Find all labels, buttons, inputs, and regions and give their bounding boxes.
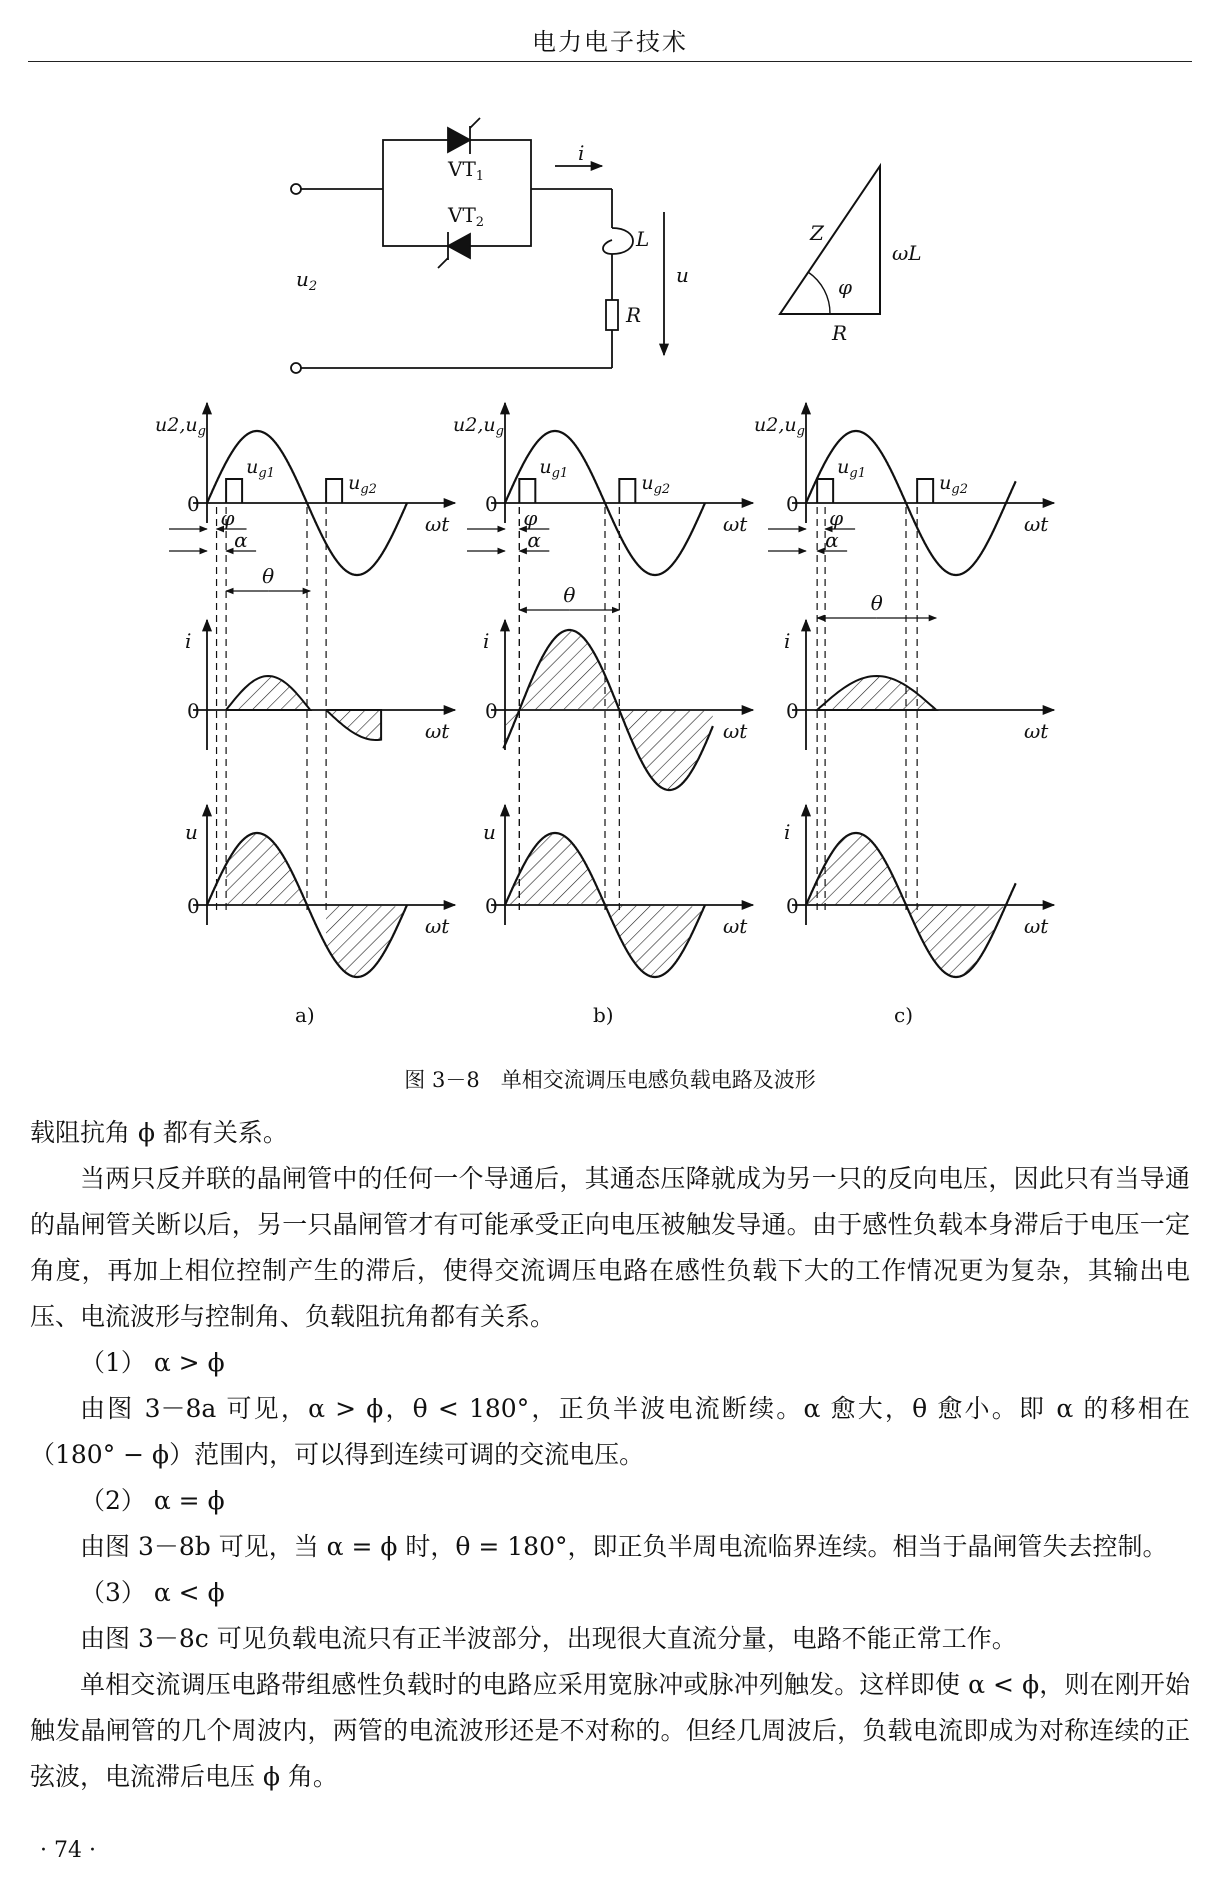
figure-caption: 图 3－8 单相交流调压电感负载电路及波形 <box>404 1068 816 1092</box>
vt1-label: $VT_1$ <box>448 157 485 184</box>
panel-2-top-zero: 0 <box>485 492 498 516</box>
thyristor-vt1 <box>448 118 480 154</box>
panel-1-gate-pulse-2 <box>326 479 342 503</box>
paragraph-5: 由图 3－8c 可见负载电流只有正半波部分，出现很大直流分量，电路不能正常工作。 <box>80 1624 1017 1653</box>
paragraph-6: 单相交流调压电路带组感性负载时的电路应采用宽脉冲或脉冲列触发。这样即使 α < ϕ，则在刚开始触发晶闸管的几个周波内，两管的电流波形还是不对称的。但经几周波后，负载电流即成为对称连续的正弦波，电流滞后电压 ϕ 角。 <box>30 1670 1190 1791</box>
panel-2-ug2-label: $u_{g2}$ <box>641 472 671 497</box>
panel-1-bot-ylabel: u <box>185 820 198 844</box>
panel-2-label: b) <box>593 1003 614 1027</box>
body-text <box>30 1110 1190 1800</box>
panel-1-top-xlabel: ωt <box>425 512 450 536</box>
triangle-angle-label: φ <box>838 275 853 299</box>
panel-1-mid-zero: 0 <box>187 699 200 723</box>
panel-2-current-neg <box>619 710 713 790</box>
panel-2-phi-label: φ <box>523 506 538 530</box>
panel-2-alpha-label: α <box>527 528 541 552</box>
panel-1-label: a) <box>295 1003 315 1027</box>
panel-1-ug2-label: $u_{g2}$ <box>348 472 377 497</box>
panel-1-mid-xlabel: ωt <box>425 719 450 743</box>
current-label: i <box>578 141 585 165</box>
panel-1-current-neg <box>326 710 381 740</box>
panel-2 <box>467 403 753 977</box>
panel-2-mid-xlabel: ωt <box>723 719 748 743</box>
triangle-vert-label: ωL <box>892 241 922 265</box>
panel-1-bot-xlabel: ωt <box>425 914 450 938</box>
panel-1-bot-zero: 0 <box>187 894 200 918</box>
running-header: 电力电子技术 <box>532 28 688 56</box>
antiparallel-box <box>383 140 531 246</box>
panel-3-ug2-label: $u_{g2}$ <box>939 472 968 497</box>
panel-2-theta-label: θ <box>563 583 576 607</box>
panel-2-mid-ylabel: i <box>483 629 490 653</box>
panel-1-current-pos <box>226 676 310 710</box>
panel-2-top-ylabel: $u2,u_g$ <box>453 414 504 439</box>
panel-2-bot-ylabel: u <box>483 820 496 844</box>
paragraph-1: 载阻抗角 ϕ 都有关系。 <box>30 1118 288 1147</box>
panel-3-bot-ylabel: i <box>784 820 791 844</box>
panel-3-mid-xlabel: ωt <box>1024 719 1049 743</box>
case-heading-3: （3） α < ϕ <box>80 1578 225 1607</box>
paragraph-2: 当两只反并联的晶闸管中的任何一个导通后，其通态压降就成为另一只的反向电压，因此只有当导通的晶闸管关断以后，另一只晶闸管才有可能承受正向电压被触发导通。由于感性负载本身滞后于电压一定角度，再加上相位控制产生的滞后，使得交流调压电路在感性负载下大的工作情况更为复杂，其输出电压、电流波形与控制角、负载阻抗角都有关系。 <box>30 1164 1190 1331</box>
panel-3-top-ylabel: $u2,u_g$ <box>754 414 805 439</box>
panel-3-phi-label: φ <box>829 506 844 530</box>
panel-3-gate-pulse-1 <box>817 479 833 503</box>
case-heading-1: （1） α > ϕ <box>80 1348 225 1377</box>
paragraph-3: 由图 3－8a 可见，α > ϕ，θ < 180°，正负半波电流断续。α 愈大，θ 愈小。即 α 的移相在（180° − ϕ）范围内，可以得到连续可调的交流电压。 <box>30 1394 1190 1469</box>
resistor-symbol <box>606 300 618 330</box>
impedance-triangle <box>780 166 880 314</box>
panel-2-ug1-label: $u_{g1}$ <box>539 456 569 481</box>
terminal-top <box>291 184 301 194</box>
panel-3-top-zero: 0 <box>786 492 799 516</box>
panel-1-mid-ylabel: i <box>185 629 192 653</box>
voltage-label: u <box>676 263 689 287</box>
panel-3-mid-ylabel: i <box>784 629 791 653</box>
terminal-bottom <box>291 363 301 373</box>
thyristor-vt2 <box>438 232 470 268</box>
panel-2-gate-pulse-1 <box>519 479 535 503</box>
page-number: · 74 · <box>40 1838 96 1863</box>
panel-1-ug1-label: $u_{g1}$ <box>246 456 275 481</box>
panel-2-bot-zero: 0 <box>485 894 498 918</box>
panel-3-label: c) <box>894 1003 914 1027</box>
waveform-panels <box>155 403 1054 1027</box>
panel-1-alpha-label: α <box>234 528 248 552</box>
panel-1-theta-label: θ <box>262 564 275 588</box>
panel-1-top-ylabel: $u2,u_g$ <box>155 414 206 439</box>
panel-3-bot-xlabel: ωt <box>1024 914 1049 938</box>
paragraph-4: 由图 3－8b 可见，当 α = ϕ 时，θ = 180°，即正负半周电流临界连续。相当于晶闸管失去控制。 <box>80 1532 1168 1561</box>
vt2-label: $VT_2$ <box>448 203 485 230</box>
case-heading-2: （2） α = ϕ <box>80 1486 225 1515</box>
source-label: $u_2$ <box>296 267 318 294</box>
panel-3-mid-zero: 0 <box>786 699 799 723</box>
inductor-symbol <box>603 228 633 254</box>
panel-1-phi-label: φ <box>220 506 235 530</box>
panel-3-current-pos <box>817 676 936 710</box>
panel-1-gate-pulse-1 <box>226 479 242 503</box>
panel-2-mid-zero: 0 <box>485 699 498 723</box>
circuit-diagram <box>291 118 664 373</box>
panel-1-top-zero: 0 <box>187 492 200 516</box>
panel-3-alpha-label: α <box>825 528 839 552</box>
panel-3-top-xlabel: ωt <box>1024 512 1049 536</box>
triangle-hyp-label: Z <box>810 221 824 245</box>
panel-2-bot-xlabel: ωt <box>723 914 748 938</box>
inductor-label: L <box>636 227 650 251</box>
panel-3-theta-label: θ <box>870 591 883 615</box>
triangle-base-label: R <box>832 321 848 345</box>
panel-3-ug1-label: $u_{g1}$ <box>837 456 866 481</box>
panel-3-gate-pulse-2 <box>917 479 933 503</box>
panel-3-bot-zero: 0 <box>786 894 799 918</box>
panel-1 <box>169 403 455 977</box>
panel-2-top-xlabel: ωt <box>723 512 748 536</box>
resistor-label: R <box>626 303 642 327</box>
panel-2-gate-pulse-2 <box>619 479 635 503</box>
panel-3 <box>768 403 1054 977</box>
